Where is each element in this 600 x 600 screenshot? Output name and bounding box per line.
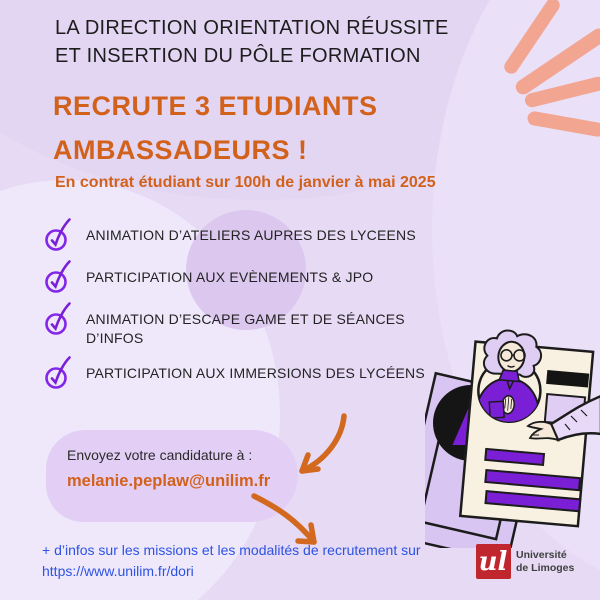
university-name-line1: Université [516, 549, 567, 561]
contact-prompt: Envoyez votre candidature à : [67, 447, 253, 463]
organization-title [55, 14, 449, 70]
list-item [44, 216, 426, 252]
resume-illustration [425, 328, 600, 548]
headline-line2: AMBASSADEURS ! [53, 135, 308, 165]
missions-list [44, 216, 426, 396]
mission-label: ANIMATION D’ATELIERS AUPRES DES LYCEENS [86, 227, 416, 243]
headline-line1: RECRUTE 3 ETUDIANTS [53, 91, 378, 121]
contact-email-link[interactable]: melanie.peplaw@unilim.fr [67, 472, 271, 490]
check-circle-icon [44, 300, 74, 336]
headline [53, 84, 378, 172]
arrow-down-right-icon [248, 490, 326, 552]
mission-label: PARTICIPATION AUX EVÈNEMENTS & JPO [86, 269, 374, 285]
contract-subtitle: En contrat étudiant sur 100h de janvier à mai 2025 [55, 174, 436, 191]
svg-text:ul: ul [478, 547, 508, 577]
check-circle-icon [44, 354, 74, 390]
university-logo [476, 544, 574, 579]
organization-title-line1: LA DIRECTION ORIENTATION RÉUSSITE [55, 17, 449, 39]
footer-info-text: + d’infos sur les missions et les modalités de recrutement sur [42, 542, 421, 558]
check-circle-icon [44, 258, 74, 294]
list-item [44, 300, 426, 348]
mission-label: PARTICIPATION AUX IMMERSIONS DES LYCÉENS [86, 365, 425, 381]
mission-label: ANIMATION D’ESCAPE GAME ET DE SÉANCES D’INFOS [86, 311, 405, 346]
list-item [44, 354, 426, 390]
check-circle-icon [44, 216, 74, 252]
university-name [516, 549, 574, 574]
arrow-down-left-icon [288, 408, 352, 482]
organization-title-line2: ET INSERTION DU PÔLE FORMATION [55, 45, 421, 67]
list-item [44, 258, 426, 294]
university-name-line2: de Limoges [516, 561, 575, 574]
ul-monogram-icon [476, 544, 511, 579]
footer-url-link[interactable]: https://www.unilim.fr/dori [42, 563, 194, 579]
